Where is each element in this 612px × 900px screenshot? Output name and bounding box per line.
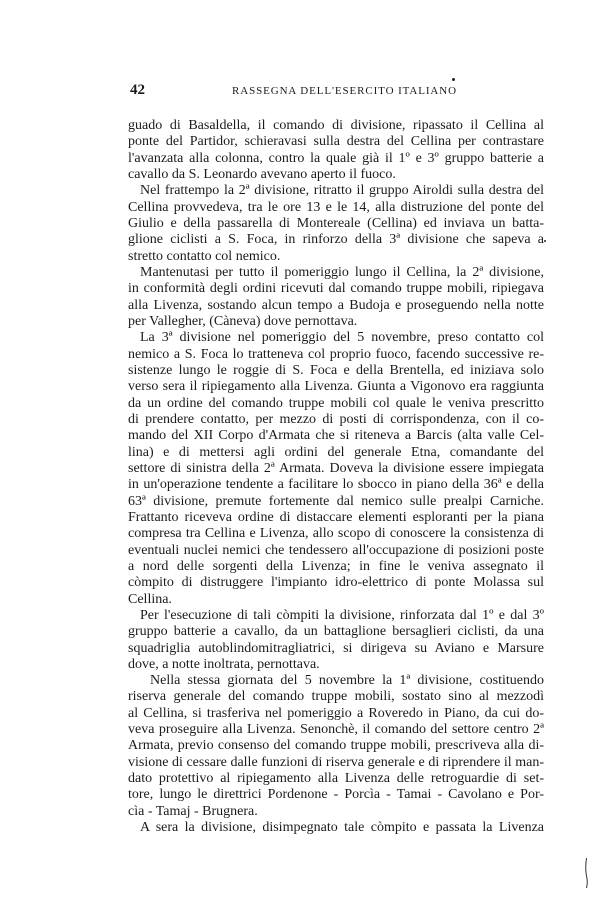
text-line: cavallo da S. Leonardo avevano aperto il fuoco.	[128, 166, 396, 182]
text-line: Giulio e della passarella di Montereale (Cellina) ed inviava un batta-	[128, 215, 544, 231]
text-line: Cellina.	[128, 591, 172, 607]
text-line: di prendere contatto, per mezzo di posti di corrispondenza, con il co-	[128, 411, 544, 427]
text-line: in conformità degli ordini ricevuti dal comando truppe mobili, ripiegava	[128, 281, 544, 297]
text-line: alla Livenza, sostando alcun tempo a Budoja e proseguendo nella notte	[128, 297, 544, 313]
text-line: verso sera il ripiegamento alla Livenza. Giunta a Vigonovo era raggiunta	[128, 379, 544, 395]
text-line: gruppo batterie a cavallo, da un battaglione bersaglieri ciclisti, da una	[128, 624, 544, 640]
text-line: A sera la divisione, disimpegnato tale còmpito e passata la Livenza	[140, 820, 544, 836]
text-line: stretto contatto col nemico.	[128, 248, 281, 264]
ink-speck	[544, 240, 546, 242]
text-line: compresa tra Cellina e Livenza, allo scopo di conoscere la consistenza di	[128, 526, 544, 542]
text-line: Cellina provvedeva, tra le ore 13 e le 14, alla distruzione del ponte del	[128, 199, 544, 215]
text-line: sistenze lungo le roggie di S. Foca e della Brentella, ed iniziava solo	[128, 362, 544, 378]
text-line: dato protettivo al ripiegamento alla Livenza delle retroguardie di set-	[128, 771, 544, 787]
text-line: tore, lungo le direttrici Pordenone - Porcìa - Tamai - Cavolano e Por-	[128, 787, 544, 803]
text-line: Mantenutasi per tutto il pomeriggio lungo il Cellina, la 2ª divisione,	[140, 264, 544, 280]
text-line: in un'operazione tendente a facilitare lo sbocco in piano della 36ª e della	[128, 477, 544, 493]
text-line: al Cellina, si trasferiva nel pomeriggio a Roveredo in Piano, da cui do-	[128, 705, 544, 721]
text-line: veva proseguire alla Livenza. Senonchè, il comando del settore centro 2ª	[128, 722, 544, 738]
text-line: settore di sinistra della 2ª Armata. Doveva la divisione essere impiegata	[128, 460, 544, 476]
text-line: La 3ª divisione nel pomeriggio del 5 novembre, preso contatto col	[140, 330, 544, 346]
text-line: lina) e di mettersi agli ordini del generale Etna, comandante del	[128, 444, 544, 460]
text-line: còmpito di distruggere l'impianto idro-elettrico di ponte Molassa sul	[128, 575, 544, 591]
text-line: eventuali nuclei nemici che tendessero all'occupazione di posizioni poste	[128, 542, 544, 558]
ink-speck	[452, 78, 455, 81]
text-line: l'avanzata alla colonna, contro la quale già il 1º e 3º gruppo batterie a	[128, 150, 544, 166]
page-number: 42	[130, 82, 145, 98]
text-line: 63ª divisione, premute fortemente dal nemico sulle prealpi Carniche.	[128, 493, 544, 509]
text-line: squadriglia autoblindomitragliatrici, si dirigeva su Aviano e Marsure	[128, 640, 544, 656]
text-line: Nella stessa giornata del 5 novembre la 1ª divisione, costituendo	[150, 673, 544, 689]
text-line: nemico a S. Foca lo tratteneva col proprio fuoco, facendo successive re-	[128, 346, 544, 362]
text-line: dove, a notte inoltrata, pernottava.	[128, 656, 320, 672]
text-line: glione ciclisti a S. Foca, in rinforzo della 3ª divisione che sapeva a	[128, 232, 544, 248]
text-line: Armata, previo consenso del comando truppe mobili, prescriveva alla di-	[128, 738, 544, 754]
page-edge-mark	[585, 858, 588, 888]
text-line: a nord delle sorgenti della Livenza; in fine le veniva assegnato il	[128, 558, 544, 574]
text-line: ponte del Partidor, schieravasi sulla destra del Cellina per contrastare	[128, 134, 544, 150]
text-line: da un ordine del comando truppe mobili col quale le veniva prescritto	[128, 395, 544, 411]
text-line: Nel frattempo la 2ª divisione, ritratto il gruppo Airoldi sulla destra del	[140, 183, 544, 199]
text-line: mando del XII Corpo d'Armata che si riteneva a Barcis (alta valle Cel-	[128, 428, 544, 444]
text-line: guado di Basaldella, il comando di divisione, ripassato il Cellina al	[128, 118, 544, 133]
text-line: Per l'esecuzione di tali còmpiti la divisione, rinforzata dal 1º e dal 3º	[140, 607, 544, 623]
body-text	[128, 118, 544, 836]
text-line: cìa - Tamaj - Brugnera.	[128, 803, 258, 819]
running-head: RASSEGNA DELL'ESERCITO ITALIANO	[232, 85, 457, 97]
text-line: per Vallegher, (Cànevа) dove pernottava.	[128, 313, 358, 329]
text-line: Frattanto riceveva ordine di distaccare elementi esploranti per la piana	[128, 509, 544, 525]
text-line: riserva generale del comando truppe mobili, sostato sino al mezzodì	[128, 689, 544, 705]
page-header	[130, 82, 544, 102]
text-line: visione di cessare dalle funzioni di riserva generale e di riprendere il man-	[128, 754, 544, 770]
